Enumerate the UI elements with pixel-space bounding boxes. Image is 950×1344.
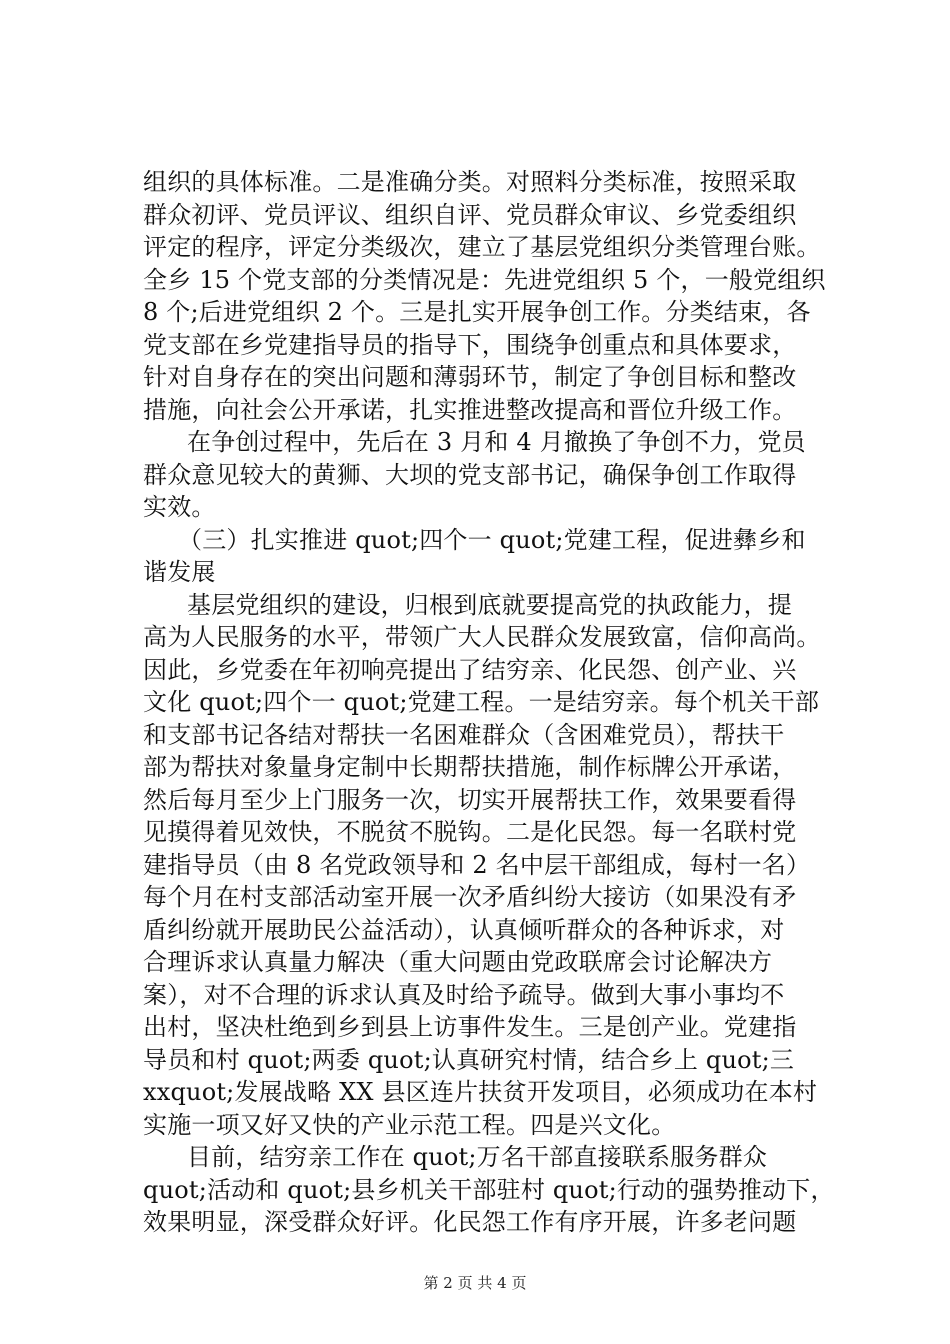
text-line: quot;活动和 quot;县乡机关干部驻村 quot;行动的强势推动下， (143, 1175, 835, 1204)
text-line: （三）扎实推进 quot;四个一 quot;党建工程，促进彝乡和 (178, 525, 806, 554)
document-body (143, 166, 843, 1239)
text-line: 和支部书记各结对帮扶一名困难群众（含困难党员），帮扶干 (143, 720, 785, 749)
text-line: 评定的程序，评定分类级次，建立了基层党组织分类管理台账。 (143, 233, 821, 261)
text-line: 高为人民服务的水平，带领广大人民群众发展致富，信仰高尚。 (143, 623, 821, 651)
text-line: 实效。 (143, 493, 216, 521)
text-line: 出村，坚决杜绝到乡到县上访事件发生。三是创产业。党建指 (143, 1013, 797, 1041)
text-line: 群众初评、党员评议、组织自评、党员群众审议、乡党委组织 (143, 200, 797, 229)
text-line: 部为帮扶对象量身定制中长期帮扶措施，制作标牌公开承诺， (143, 753, 797, 781)
text-line: 见摸得着见效快，不脱贫不脱钩。二是化民怨。每一名联村党 (143, 818, 797, 846)
text-line: xxquot;发展战略 XX 县区连片扶贫开发项目，必须成功在本村 (143, 1078, 818, 1106)
text-line: 组织的具体标准。二是准确分类。对照料分类标准，按照采取 (143, 168, 797, 196)
text-line: 然后每月至少上门服务一次，切实开展帮扶工作，效果要看得 (143, 785, 797, 814)
text-line: 导员和村 quot;两委 quot;认真研究村情，结合乡上 quot;三 (143, 1045, 795, 1074)
text-line: 建指导员（由 8 名党政领导和 2 名中层干部组成，每村一名） (143, 850, 811, 879)
text-line: 效果明显，深受群众好评。化民怨工作有序开展，许多老问题 (143, 1208, 797, 1236)
text-line: 针对自身存在的突出问题和薄弱环节，制定了争创目标和整改 (143, 363, 797, 391)
text-line: 盾纠纷就开展助民公益活动），认真倾听群众的各种诉求，对 (143, 915, 785, 944)
text-line: 措施，向社会公开承诺，扎实推进整改提高和晋位升级工作。 (143, 395, 797, 424)
text-line: 文化 quot;四个一 quot;党建工程。一是结穷亲。每个机关干部 (143, 688, 820, 716)
text-line: 全乡 15 个党支部的分类情况是：先进党组织 5 个，一般党组织 (143, 265, 826, 294)
text-line: 因此，乡党委在年初响亮提出了结穷亲、化民怨、创产业、兴 (143, 655, 797, 684)
text-line: 案），对不合理的诉求认真及时给予疏导。做到大事小事均不 (143, 980, 785, 1009)
text-line: 谐发展 (143, 558, 216, 586)
text-line: 在争创过程中，先后在 3 月和 4 月撤换了争创不力，党员 (187, 428, 806, 456)
text-line: 群众意见较大的黄狮、大坝的党支部书记，确保争创工作取得 (143, 460, 797, 489)
text-line: 8 个;后进党组织 2 个。三是扎实开展争创工作。分类结束，各 (143, 298, 811, 326)
text-line: 基层党组织的建设，归根到底就要提高党的执政能力，提 (187, 590, 792, 619)
text-line: 党支部在乡党建指导员的指导下，围绕争创重点和具体要求， (143, 330, 797, 359)
text-line: 实施一项又好又快的产业示范工程。四是兴文化。 (143, 1110, 676, 1139)
text-line: 每个月在村支部活动室开展一次矛盾纠纷大接访（如果没有矛 (143, 883, 797, 911)
text-line: 目前，结穷亲工作在 quot;万名干部直接联系服务群众 (187, 1143, 768, 1171)
text-line: 合理诉求认真量力解决（重大问题由党政联席会讨论解决方 (143, 948, 773, 976)
page-footer: 第 2 页 共 4 页 (423, 1274, 527, 1292)
